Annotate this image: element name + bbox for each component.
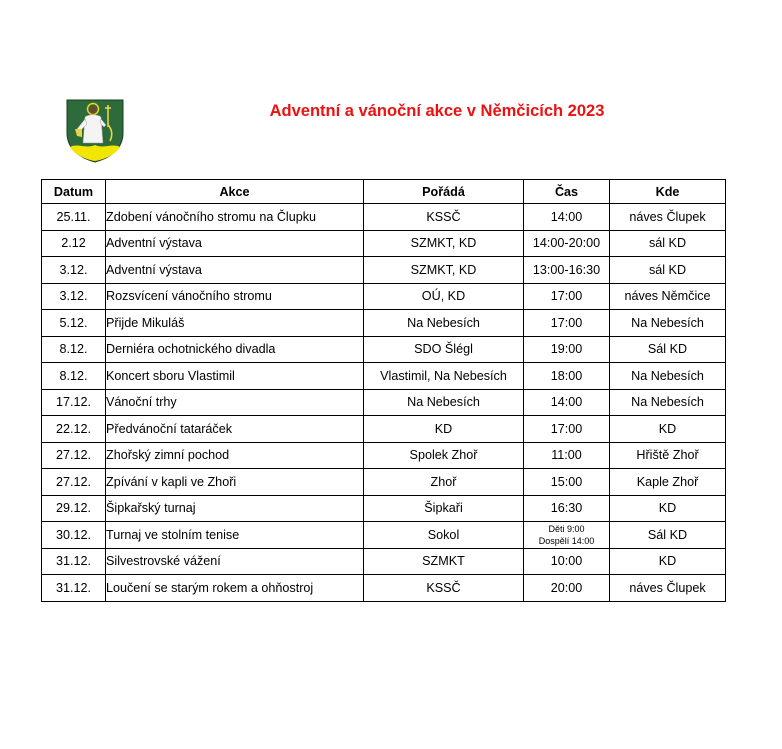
table-row [42, 257, 726, 284]
cell-datum: 5.12. [42, 310, 106, 337]
table-row [42, 310, 726, 337]
cell-porada: Šipkaři [364, 495, 524, 522]
cell-kde: Sál KD [610, 522, 726, 549]
cell-cas: 14:00 [524, 204, 610, 231]
cell-porada: Na Nebesích [364, 389, 524, 416]
cas-line-adults: Dospělí 14:00 [538, 535, 595, 546]
cell-datum: 27.12. [42, 469, 106, 496]
table-row [42, 204, 726, 231]
cell-datum: 30.12. [42, 522, 106, 549]
cell-akce: Zhořský zimní pochod [106, 442, 364, 469]
cell-akce: Adventní výstava [106, 230, 364, 257]
cell-kde: náves Člupek [610, 204, 726, 231]
table-row [42, 416, 726, 443]
cell-porada: SZMKT [364, 548, 524, 575]
table-row [42, 495, 726, 522]
cell-kde: KD [610, 495, 726, 522]
cell-akce: Derniéra ochotnického divadla [106, 336, 364, 363]
table-row [42, 522, 726, 549]
cell-porada: Sokol [364, 522, 524, 549]
table-row [42, 469, 726, 496]
cell-kde: Na Nebesích [610, 363, 726, 390]
cell-kde: Na Nebesích [610, 389, 726, 416]
cell-kde: Na Nebesích [610, 310, 726, 337]
cell-datum: 17.12. [42, 389, 106, 416]
header-porada: Pořádá [364, 180, 524, 204]
table-row [42, 389, 726, 416]
cell-datum: 31.12. [42, 548, 106, 575]
cell-kde: Sál KD [610, 336, 726, 363]
table-row [42, 575, 726, 602]
cell-cas: 11:00 [524, 442, 610, 469]
header-datum: Datum [42, 180, 106, 204]
cell-akce: Silvestrovské vážení [106, 548, 364, 575]
cell-porada: KSSČ [364, 204, 524, 231]
cell-cas: 17:00 [524, 310, 610, 337]
cell-cas: 20:00 [524, 575, 610, 602]
cell-akce: Turnaj ve stolním tenise [106, 522, 364, 549]
cell-datum: 22.12. [42, 416, 106, 443]
table-row [42, 230, 726, 257]
table-row [42, 363, 726, 390]
cell-kde: náves Člupek [610, 575, 726, 602]
cell-cas: 19:00 [524, 336, 610, 363]
cell-cas: 15:00 [524, 469, 610, 496]
cell-cas: 16:30 [524, 495, 610, 522]
cell-datum: 8.12. [42, 336, 106, 363]
cell-akce: Loučení se starým rokem a ohňostroj [106, 575, 364, 602]
cell-cas: 13:00-16:30 [524, 257, 610, 284]
cell-kde: sál KD [610, 230, 726, 257]
cell-kde: sál KD [610, 257, 726, 284]
coat-of-arms-icon [66, 99, 124, 163]
cell-datum: 8.12. [42, 363, 106, 390]
cell-akce: Adventní výstava [106, 257, 364, 284]
header-kde: Kde [610, 180, 726, 204]
cell-datum: 3.12. [42, 257, 106, 284]
cell-akce: Zdobení vánočního stromu na Člupku [106, 204, 364, 231]
cell-akce: Přijde Mikuláš [106, 310, 364, 337]
cell-cas: 17:00 [524, 416, 610, 443]
cell-kde: náves Němčice [610, 283, 726, 310]
header-cas: Čas [524, 180, 610, 204]
cell-cas: 10:00 [524, 548, 610, 575]
cell-datum: 3.12. [42, 283, 106, 310]
cell-cas: 14:00 [524, 389, 610, 416]
cell-cas: 18:00 [524, 363, 610, 390]
table-row [42, 283, 726, 310]
cell-cas [524, 522, 610, 549]
cell-porada: Zhoř [364, 469, 524, 496]
cell-porada: KD [364, 416, 524, 443]
cell-porada: Spolek Zhoř [364, 442, 524, 469]
cell-porada: SZMKT, KD [364, 230, 524, 257]
cell-akce: Vánoční trhy [106, 389, 364, 416]
cell-kde: KD [610, 416, 726, 443]
cell-datum: 25.11. [42, 204, 106, 231]
cell-porada: SZMKT, KD [364, 257, 524, 284]
cell-porada: Vlastimil, Na Nebesích [364, 363, 524, 390]
cell-cas: 14:00-20:00 [524, 230, 610, 257]
cell-akce: Koncert sboru Vlastimil [106, 363, 364, 390]
cell-kde: KD [610, 548, 726, 575]
cell-akce: Předvánoční tataráček [106, 416, 364, 443]
cell-akce: Zpívání v kapli ve Zhoři [106, 469, 364, 496]
document-title: Adventní a vánoční akce v Němčicích 2023 [269, 102, 605, 120]
cell-datum: 31.12. [42, 575, 106, 602]
cell-porada: Na Nebesích [364, 310, 524, 337]
cell-porada: SDO Šlégl [364, 336, 524, 363]
table-row [42, 336, 726, 363]
cell-datum: 2.12 [42, 230, 106, 257]
table-row [42, 548, 726, 575]
cell-kde: Kaple Zhoř [610, 469, 726, 496]
cell-porada: KSSČ [364, 575, 524, 602]
cell-porada: OÚ, KD [364, 283, 524, 310]
cell-cas: 17:00 [524, 283, 610, 310]
cell-akce: Šipkařský turnaj [106, 495, 364, 522]
events-table [41, 179, 726, 602]
table-row [42, 442, 726, 469]
header-akce: Akce [106, 180, 364, 204]
cell-datum: 29.12. [42, 495, 106, 522]
cell-akce: Rozsvícení vánočního stromu [106, 283, 364, 310]
table-header-row [42, 180, 726, 204]
cas-line-children: Děti 9:00 [548, 523, 585, 534]
cell-kde: Hřiště Zhoř [610, 442, 726, 469]
cell-datum: 27.12. [42, 442, 106, 469]
